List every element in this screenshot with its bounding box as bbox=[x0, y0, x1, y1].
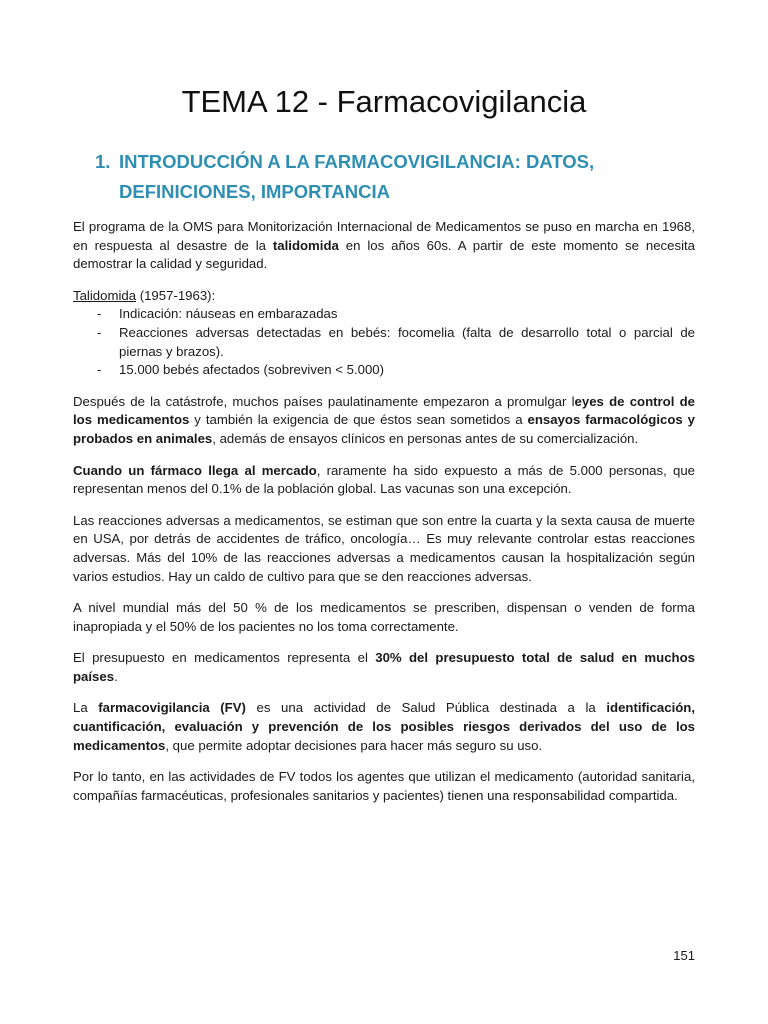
text-run: . bbox=[114, 668, 118, 684]
paragraph-presupuesto bbox=[73, 649, 695, 686]
bold-text: ensayos farmacológicos y probados en animales bbox=[73, 412, 695, 446]
paragraph-leyes bbox=[73, 393, 695, 449]
list-item-text: Reacciones adversas detectadas en bebés: focomelia (falta de desarrollo total o parcial de piernas y brazos). bbox=[119, 324, 695, 359]
paragraph-mercado bbox=[73, 462, 695, 499]
paragraph-oms bbox=[73, 218, 695, 274]
bold-text: identificación, cuantificación, evaluación y prevención de los posibles riesgos derivados del uso de los medicamentos bbox=[73, 700, 696, 753]
paragraph-responsabilidad: Por lo tanto, en las actividades de FV todos los agentes que utilizan el medicamento (autoridad sanitaria, compañías farmacéuticas, profesionales sanitarios y pacientes) tienen una responsabilidad compartida. bbox=[73, 769, 695, 803]
section-heading bbox=[95, 147, 685, 207]
text-run: es una actividad de Salud Pública destinada a la bbox=[245, 700, 607, 716]
text-run: y también la exigencia de que éstos sean sometidos a bbox=[189, 412, 528, 428]
section-title: INTRODUCCIÓN A LA FARMACOVIGILANCIA: DATOS, DEFINICIONES, IMPORTANCIA bbox=[119, 151, 595, 202]
text-run: , además de ensayos clínicos en personas antes de su comercialización. bbox=[212, 430, 639, 446]
paragraph-definicion bbox=[73, 699, 695, 755]
text-run: El presupuesto en medicamentos representa el bbox=[73, 650, 376, 666]
talidomida-list bbox=[73, 305, 695, 379]
page-number: 151 bbox=[673, 948, 695, 963]
page-title: TEMA 12 - Farmacovigilancia bbox=[181, 84, 587, 119]
list-item-text: Indicación: náuseas en embarazadas bbox=[119, 306, 338, 322]
bold-text: eyes de control de los medicamentos bbox=[73, 393, 696, 428]
text-run: en los años 60s. A partir de este momento se necesita demostrar la calidad y seguridad. bbox=[73, 237, 696, 272]
bold-text: Cuando un fármaco llega al mercado bbox=[73, 462, 317, 478]
bold-text: 30% del presupuesto total de salud en muchos países bbox=[73, 650, 695, 684]
text-run: Después de la catástrofe, muchos países paulatinamente empezaron a promulgar l bbox=[73, 393, 575, 409]
text-run: , que permite adoptar decisiones para hacer más seguro su uso. bbox=[165, 737, 543, 753]
list-item-text: 15.000 bebés afectados (sobreviven < 5.000) bbox=[119, 362, 385, 378]
text-run: El programa de la OMS para Monitorización Internacional de Medicamentos se puso en marcha en 1968, en respuesta al desastre de la bbox=[73, 219, 695, 253]
text-run: , raramente ha sido expuesto a más de 5.000 personas, que representan menos del 0.1% de la población global. Las vacunas son una excepción. bbox=[73, 462, 695, 497]
paragraph-nivel-mundial: A nivel mundial más del 50 % de los medicamentos se prescriben, dispensan o venden de forma inapropiada y el 50% de los pacientes no los toma correctamente. bbox=[73, 600, 695, 634]
text-run: La bbox=[73, 700, 99, 716]
list-item: - Indicación: náuseas en embarazadas bbox=[97, 306, 338, 322]
talidomida-heading bbox=[73, 287, 695, 306]
section-number: 1. bbox=[95, 151, 111, 172]
text-run: (1957-1963): bbox=[136, 287, 216, 303]
bold-text: talidomida bbox=[272, 237, 339, 253]
bold-text: farmacovigilancia (FV) bbox=[98, 700, 246, 716]
paragraph-reacciones: Las reacciones adversas a medicamentos, se estiman que son entre la cuarta y la sexta causa de muerte en USA, por detrás de accidentes de tráfico, oncología… Es muy relevante controlar estas reacciones adversas. Más del 10% de las reacciones adversas a medicamentos causan la hospitalización según varios estudios. Hay un caldo de cultivo para que se den reacciones adversas. bbox=[73, 512, 695, 584]
body-text bbox=[73, 218, 695, 818]
list-item: - 15.000 bebés afectados (sobreviven < 5.000) bbox=[97, 362, 385, 378]
list-item: - Reacciones adversas detectadas en bebés: focomelia (falta de desarrollo total o parcial de piernas y brazos). bbox=[97, 324, 695, 359]
underlined-label: Talidomida bbox=[73, 287, 137, 303]
